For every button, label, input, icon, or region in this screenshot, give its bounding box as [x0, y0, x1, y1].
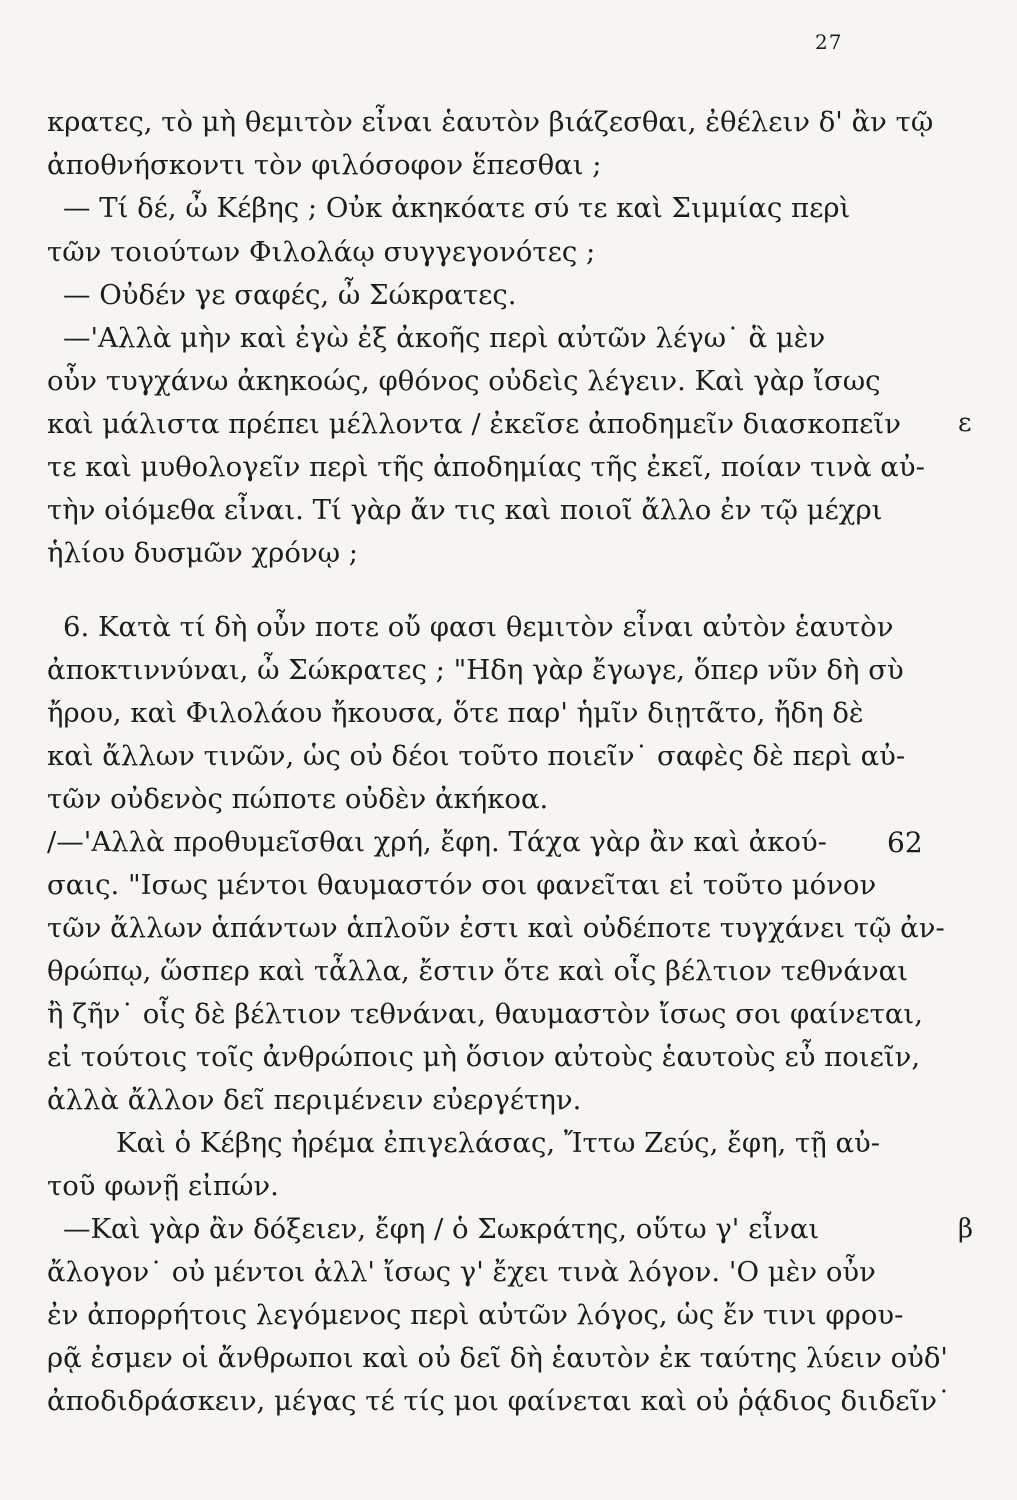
text-line: ἐν ἀπορρήτοις λεγόμενος περὶ αὐτῶν λόγος, ὡς ἔν τινι φρου- — [47, 1299, 904, 1331]
text-line: ρᾷ ἐσμεν οἱ ἄνθρωποι καὶ οὐ δεῖ δὴ ἑαυτὸν ἐκ ταύτης λύειν οὐδ' — [47, 1342, 948, 1374]
text-line: —'Αλλὰ μὴν καὶ ἐγὼ ἐξ ἀκοῆς περὶ αὐτῶν λέγω˙ ἃ μὲν — [63, 322, 826, 354]
text-line: ἀλλὰ ἄλλον δεῖ περιμένειν εὐεργέτην. — [47, 1084, 582, 1116]
text-line: — Τί δέ, ὦ Κέβης ; Οὐκ ἀκηκόατε σύ τε καὶ Σιμμίας περὶ — [63, 192, 851, 224]
text-line: σαις. "Ισως μέντοι θαυμαστόν σοι φανεῖται εἰ τοῦτο μόνον — [47, 869, 877, 901]
text-line: —Καὶ γὰρ ἂν δόξειεν, ἔφη / ὁ Σωκράτης, οὕτω γ' εἶναι — [63, 1213, 820, 1245]
text-line: ἄλογον˙ οὐ μέντοι ἀλλ' ἴσως γ' ἔχει τινὰ λόγον. 'Ο μὲν οὖν — [47, 1256, 876, 1288]
text-line: ἀποδιδράσκειν, μέγας τέ τίς μοι φαίνεται καὶ οὐ ῥᾴδιος διιδεῖν˙ — [47, 1385, 951, 1417]
text-line: οὖν τυγχάνω ἀκηκοώς, φθόνος οὐδεὶς λέγειν. Καὶ γὰρ ἴσως — [47, 365, 881, 397]
text-line: ἤρου, καὶ Φιλολάου ἤκουσα, ὅτε παρ' ἡμῖν διῃτᾶτο, ἤδη δὲ — [47, 697, 864, 729]
text-line: κρατες, τὸ μὴ θεμιτὸν εἶναι ἑαυτὸν βιάζεσθαι, ἐθέλειν δ' ἂν τῷ — [47, 106, 934, 138]
text-line: τῶν οὐδενὸς πώποτε οὐδὲν ἀκήκοα. — [47, 783, 549, 815]
text-line: 6. Κατὰ τί δὴ οὖν ποτε οὔ φασι θεμιτὸν εἶναι αὐτὸν ἑαυτὸν — [63, 611, 894, 643]
text-line: τῶν ἄλλων ἁπάντων ἁπλοῦν ἐστι καὶ οὐδέποτε τυγχάνει τῷ ἀν- — [47, 912, 945, 944]
text-line: καὶ ἄλλων τινῶν, ὡς οὐ δέοι τοῦτο ποιεῖν˙ σαφὲς δὲ περὶ αὐ- — [47, 740, 906, 772]
margin-note-epsilon: ε — [958, 408, 972, 438]
text-line: Καὶ ὁ Κέβης ἠρέμα ἐπιγελάσας, Ἴττω Ζεύς, ἔφη, τῇ αὐ- — [116, 1127, 881, 1159]
text-line: ἀποκτιννύναι, ὦ Σώκρατες ; "Ηδη γὰρ ἔγωγε, ὅπερ νῦν δὴ σὺ — [47, 654, 904, 686]
text-line: τοῦ φωνῇ εἰπών. — [47, 1170, 279, 1202]
text-line: τὴν οἰόμεθα εἶναι. Τί γὰρ ἄν τις καὶ ποιοῖ ἄλλο ἐν τῷ μέχρι — [47, 494, 883, 526]
text-line: ἢ ζῆν˙ οἷς δὲ βέλτιον τεθνάναι, θαυμαστὸν ἴσως σοι φαίνεται, — [47, 998, 923, 1030]
text-line: ἀποθνήσκοντι τὸν φιλόσοφον ἕπεσθαι ; — [47, 149, 602, 181]
margin-note-beta: β — [958, 1214, 974, 1244]
text-line: — Οὐδέν γε σαφές, ὦ Σώκρατες. — [63, 279, 517, 311]
text-line: ἡλίου δυσμῶν χρόνῳ ; — [47, 537, 359, 569]
page-number: 27 — [815, 30, 843, 54]
text-line: /—'Αλλὰ προθυμεῖσθαι χρή, ἔφη. Τάχα γὰρ ἂν καὶ ἀκού- — [47, 826, 827, 858]
text-line: τῶν τοιούτων Φιλολάῳ συγγεγονότες ; — [47, 236, 596, 268]
text-line: εἰ τούτοις τοῖς ἀνθρώποις μὴ ὅσιον αὐτοὺς ἑαυτοὺς εὖ ποιεῖν, — [47, 1041, 921, 1073]
margin-note-62: 62 — [887, 826, 923, 859]
text-line: καὶ μάλιστα πρέπει μέλλοντα / ἐκεῖσε ἀποδημεῖν διασκοπεῖν — [47, 408, 901, 440]
text-line: θρώπῳ, ὥσπερ καὶ τἆλλα, ἔστιν ὅτε καὶ οἷς βέλτιον τεθνάναι — [47, 955, 908, 987]
text-line: τε καὶ μυθολογεῖν περὶ τῆς ἀποδημίας τῆς ἐκεῖ, ποίαν τινὰ αὐ- — [47, 451, 925, 483]
